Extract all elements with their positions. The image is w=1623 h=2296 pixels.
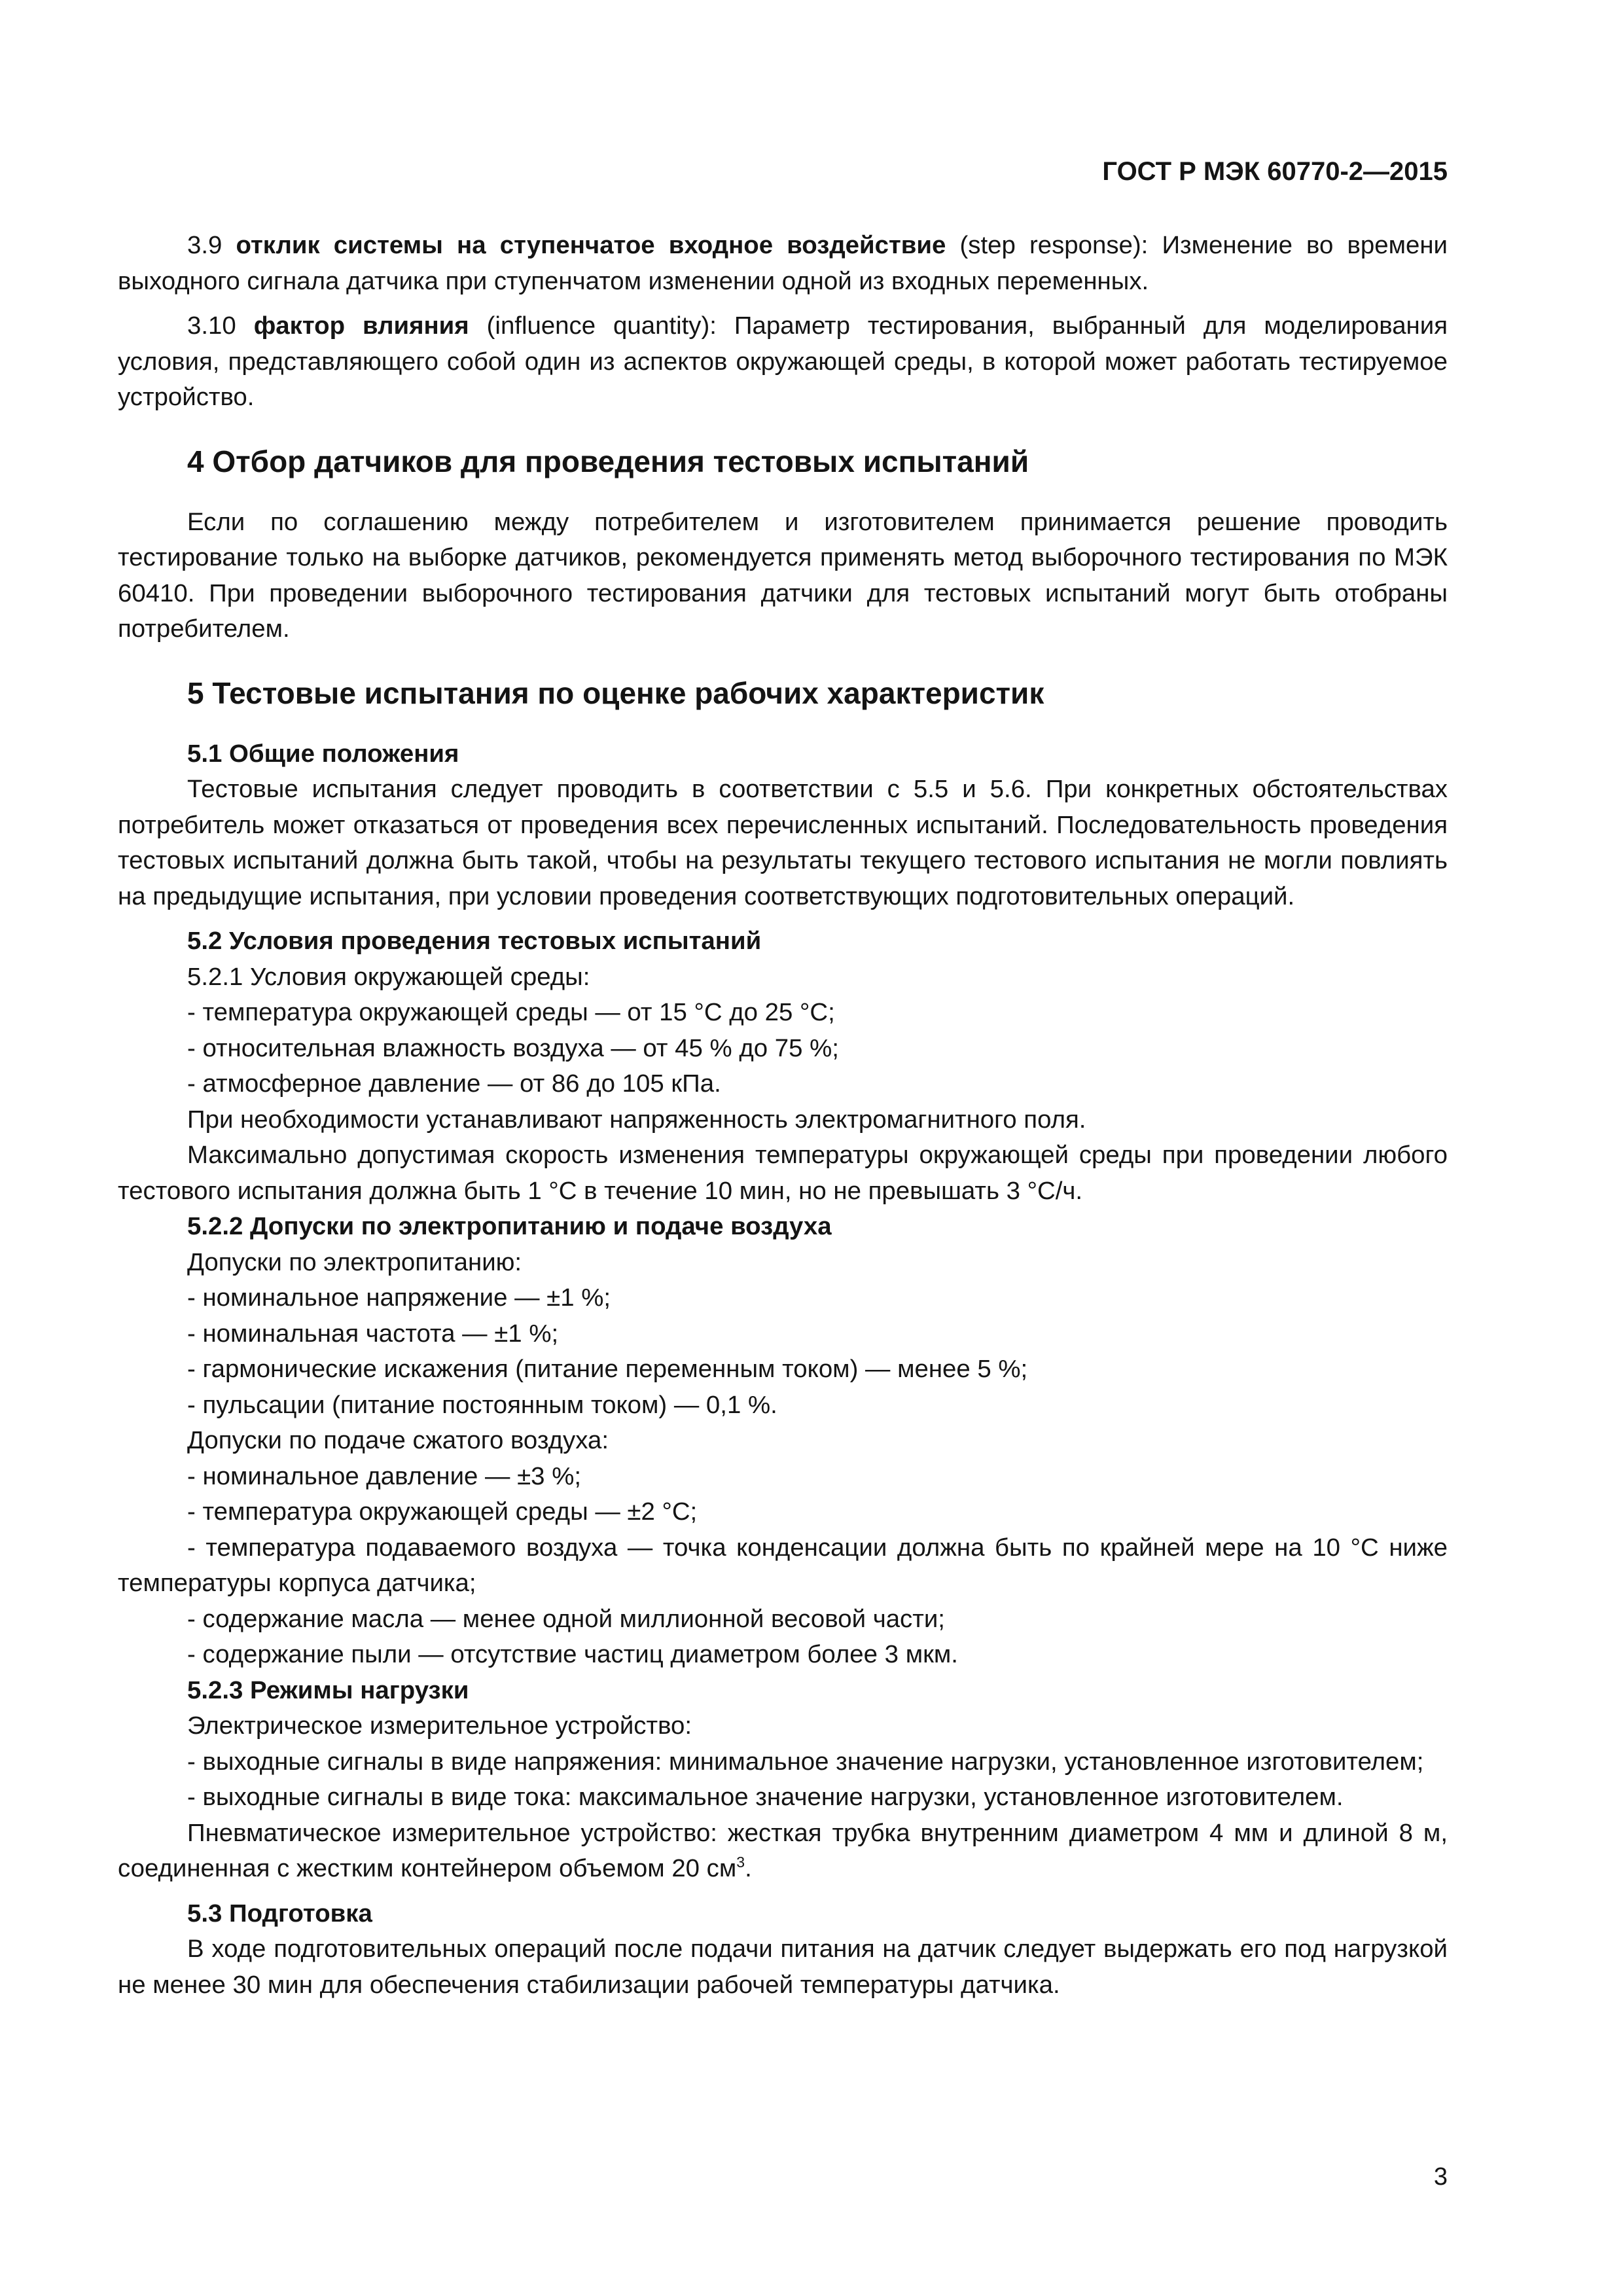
section-5-2-heading: 5.2 Условия проведения тестовых испытаний <box>187 927 762 955</box>
electrical-device-lead: Электрическое измерительное устройство: <box>187 1712 692 1740</box>
list-item: - номинальная частота — ±1 %; <box>187 1319 559 1348</box>
list-item: - атмосферное давление — от 86 до 105 кПа. <box>187 1069 721 1098</box>
list-item: - содержание пыли — отсутствие частиц диаметром более 3 мкм. <box>187 1640 958 1668</box>
section-5-2-1-lead: 5.2.1 Условия окружающей среды: <box>187 962 590 991</box>
power-tolerances-lead: Допуски по электропитанию: <box>187 1247 522 1276</box>
document-id-header: ГОСТ Р МЭК 60770-2—2015 <box>1102 157 1448 186</box>
section-5-2-3-heading: 5.2.3 Режимы нагрузки <box>187 1676 469 1704</box>
section-5-1-text: Тестовые испытания следует проводить в соответствии с 5.5 и 5.6. При конкретных обстоятельствах потребитель может отказаться от проведения всех перечисленных испытаний. Последовательность проведения тестовых испытаний должна быть такой, чтобы на результаты текущего тестового испытания не могли повлиять на предыдущие испытания, при условии проведения соответствующих подготовительных операций. <box>118 775 1448 910</box>
definition-term: фактор влияния <box>253 312 469 340</box>
section-5-3-text: В ходе подготовительных операций после подачи питания на датчик следует выдержать его под нагрузкой не менее 30 мин для обеспечения стабилизации рабочей температуры датчика. <box>118 1935 1448 1999</box>
sentence-end: . <box>745 1854 752 1882</box>
section-5-1-heading: 5.1 Общие положения <box>187 739 459 768</box>
list-item: - выходные сигналы в виде тока: максимальное значение нагрузки, установленное изготовителем. <box>187 1783 1344 1811</box>
page-body <box>118 228 1448 2003</box>
pneumatic-device-text <box>118 1816 1448 1887</box>
definition-text: (step response): Изменение во времени выходного сигнала датчика при ступенчатом изменении одной из входных переменных. <box>118 231 1448 295</box>
definition-term: отклик системы на ступенчатое входное воздействие <box>236 231 946 259</box>
list-item: - гармонические искажения (питание переменным током) — менее 5 %; <box>187 1355 1028 1383</box>
section-5-heading: 5 Тестовые испытания по оценке рабочих характеристик <box>187 675 1044 710</box>
list-item: - пульсации (питание постоянным током) — 0,1 %. <box>187 1390 777 1419</box>
list-item: - температура подаваемого воздуха — точка конденсации должна быть по крайней мере на 10 °С ниже температуры корпуса датчика; <box>118 1533 1448 1597</box>
list-item: - температура окружающей среды — от 15 °С до 25 °С; <box>187 998 835 1026</box>
pneumatic-device-description: Пневматическое измерительное устройство: жесткая трубка внутренним диаметром 4 мм и длиной 8 м, соединенная с жестким контейнером объемом 20 см <box>118 1818 1448 1882</box>
section-5-2-1-note: При необходимости устанавливают напряженность электромагнитного поля. <box>187 1105 1086 1134</box>
definition-number: 3.10 <box>187 312 236 340</box>
superscript: 3 <box>736 1854 745 1871</box>
list-item: - относительная влажность воздуха — от 45 % до 75 %; <box>187 1033 839 1062</box>
section-5-2-2-heading: 5.2.2 Допуски по электропитанию и подаче воздуха <box>187 1212 832 1240</box>
section-4-text: Если по соглашению между потребителем и изготовителем принимается решение проводить тестирование только на выборке датчиков, рекомендуется применять метод выборочного тестирования по МЭК 60410. При проведении выборочного тестирования датчики для тестовых испытаний могут быть отобраны потребителем. <box>118 507 1448 643</box>
definition-number: 3.9 <box>187 231 223 259</box>
list-item: - номинальное напряжение — ±1 %; <box>187 1283 611 1312</box>
list-item: - содержание масла — менее одной миллионной весовой части; <box>187 1604 945 1633</box>
section-5-3-heading: 5.3 Подготовка <box>187 1899 372 1928</box>
section-4-heading: 4 Отбор датчиков для проведения тестовых испытаний <box>187 444 1029 478</box>
air-tolerances-lead: Допуски по подаче сжатого воздуха: <box>187 1426 609 1454</box>
definition-3-10 <box>118 308 1448 416</box>
page-number: 3 <box>1433 2163 1448 2191</box>
list-item: - выходные сигналы в виде напряжения: минимальное значение нагрузки, установленное изготовителем; <box>187 1747 1424 1776</box>
list-item: - номинальное давление — ±3 %; <box>187 1462 581 1490</box>
list-item: - температура окружающей среды — ±2 °С; <box>187 1498 698 1526</box>
section-5-2-1-note: Максимально допустимая скорость изменения температуры окружающей среды при проведении любого тестового испытания должна быть 1 °С в течение 10 мин, но не превышать 3 °С/ч. <box>118 1141 1448 1205</box>
definition-text: (influence quantity): Параметр тестирования, выбранный для моделирования условия, представляющего собой один из аспектов окружающей среды, в которой может работать тестируемое устройство. <box>118 312 1448 411</box>
definition-3-9 <box>118 228 1448 299</box>
